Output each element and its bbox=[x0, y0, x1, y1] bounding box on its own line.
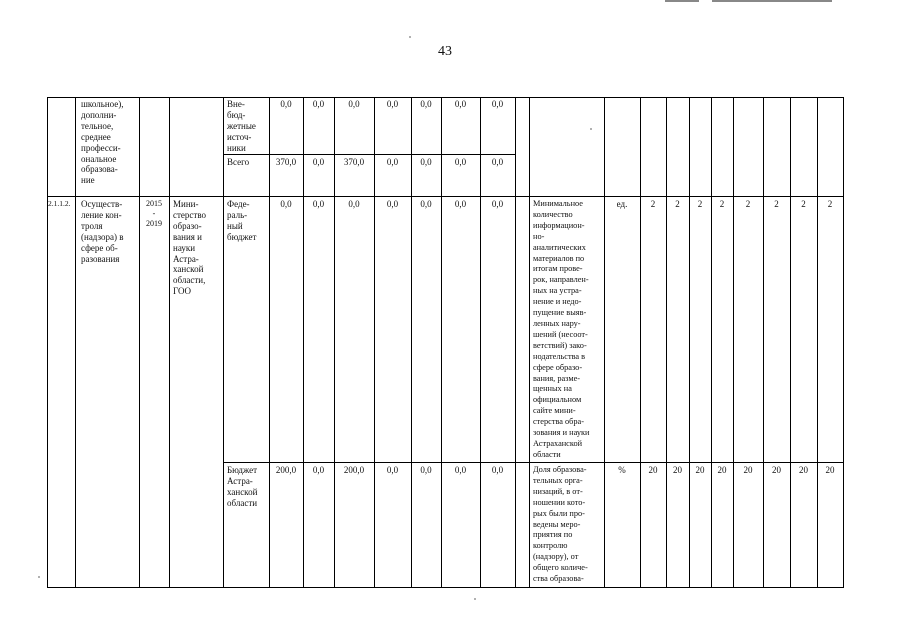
measure-name: Осуществ- ление кон- троля (надзора) в сфере об- разования bbox=[81, 199, 124, 264]
amount-cell: 0,0 bbox=[312, 99, 325, 109]
column-line bbox=[334, 97, 335, 588]
section-divider bbox=[47, 196, 844, 197]
column-line bbox=[790, 97, 791, 588]
amount-cell: 370,0 bbox=[343, 157, 365, 167]
table-bottom-border bbox=[47, 587, 844, 588]
column-line bbox=[480, 97, 481, 588]
amount-cell: 0,0 bbox=[280, 99, 292, 109]
column-line bbox=[763, 97, 764, 588]
amount-cell: 0,0 bbox=[386, 157, 399, 167]
column-line bbox=[139, 97, 140, 588]
page-number: 43 bbox=[438, 44, 452, 59]
column-line bbox=[843, 97, 844, 588]
target-cell: 2 bbox=[774, 199, 779, 209]
indicator-text: Доля образова- тельных орга- низаций, в от- ношении кото- рых были про- ведены меро- приятия по контролю (надзору), от общего количе- ства образова- bbox=[533, 465, 588, 584]
column-line bbox=[515, 97, 516, 588]
amount-cell: 0,0 bbox=[454, 199, 467, 209]
amount-cell: 0,0 bbox=[420, 99, 432, 109]
target-cell: 20 bbox=[717, 465, 727, 475]
target-cell: 20 bbox=[673, 465, 682, 475]
amount-cell: 0,0 bbox=[491, 199, 504, 209]
column-line bbox=[303, 97, 304, 588]
indicator-unit: ед. bbox=[616, 199, 628, 209]
column-line bbox=[711, 97, 712, 588]
target-cell: 20 bbox=[772, 465, 781, 475]
row-divider bbox=[223, 462, 844, 463]
amount-cell: 0,0 bbox=[348, 199, 360, 209]
indicator-text: Минимальное количество информацион- но- аналитических материалов по итогам прове- рок, направлен- ных на устра- нение и недо- пущение выяв- ленных нару- шений (несоот- ветствий) зако- нодательства в сфере образо- вания, разме- щенных на официальном сайте мини- стерства обра- зования и науки Астраханской области bbox=[533, 199, 590, 459]
target-cell: 2 bbox=[801, 199, 806, 209]
amount-cell: 200,0 bbox=[343, 465, 365, 475]
column-line bbox=[666, 97, 667, 588]
scan-speck bbox=[474, 598, 476, 600]
amount-cell: 0,0 bbox=[420, 465, 432, 475]
amount-cell: 370,0 bbox=[275, 157, 297, 167]
amount-cell: 0,0 bbox=[454, 157, 467, 167]
target-cell: 20 bbox=[743, 465, 753, 475]
column-line bbox=[47, 97, 48, 588]
indicator-unit: % bbox=[618, 465, 626, 475]
target-cell: 2 bbox=[719, 199, 725, 209]
column-line bbox=[640, 97, 641, 588]
target-cell: 20 bbox=[695, 465, 705, 475]
amount-cell: 0,0 bbox=[312, 465, 325, 475]
amount-cell: 0,0 bbox=[420, 199, 432, 209]
amount-cell: 0,0 bbox=[386, 199, 399, 209]
target-cell: 2 bbox=[650, 199, 656, 209]
funding-source: Бюджет Астра- ханской области bbox=[227, 465, 258, 508]
target-cell: 2 bbox=[675, 199, 680, 209]
amount-cell: 0,0 bbox=[454, 465, 467, 475]
column-line bbox=[689, 97, 690, 588]
target-cell: 2 bbox=[827, 199, 833, 209]
amount-cell: 0,0 bbox=[280, 199, 292, 209]
target-cell: 20 bbox=[799, 465, 808, 475]
table-top-border bbox=[47, 97, 844, 98]
column-line bbox=[269, 97, 270, 588]
target-cell: 20 bbox=[648, 465, 658, 475]
column-line bbox=[169, 97, 170, 588]
amount-cell: 0,0 bbox=[386, 465, 399, 475]
amount-cell: 0,0 bbox=[491, 99, 504, 109]
funding-source-total: Всего bbox=[227, 157, 250, 167]
amount-cell: 0,0 bbox=[348, 99, 360, 109]
section-code: 2.1.1.2. bbox=[48, 199, 71, 208]
amount-cell: 0,0 bbox=[491, 465, 504, 475]
column-line bbox=[733, 97, 734, 588]
scan-speck bbox=[409, 36, 411, 38]
scan-edge-mark bbox=[712, 0, 832, 2]
funding-source: Вне- бюд- жетные источ- ники bbox=[227, 99, 256, 153]
executor: Мини- стерство образо- вания и науки Астра- ханской области, ГОО bbox=[173, 199, 207, 297]
target-cell: 20 bbox=[825, 465, 835, 475]
column-line bbox=[223, 97, 224, 588]
amount-cell: 0,0 bbox=[491, 157, 504, 167]
amount-cell: 0,0 bbox=[420, 157, 432, 167]
scan-speck bbox=[590, 128, 592, 130]
amount-cell: 0,0 bbox=[312, 199, 325, 209]
target-cell: 2 bbox=[697, 199, 703, 209]
column-line bbox=[374, 97, 375, 588]
column-line bbox=[817, 97, 818, 588]
amount-cell: 0,0 bbox=[386, 99, 399, 109]
column-line bbox=[441, 97, 442, 588]
column-line bbox=[411, 97, 412, 588]
target-cell: 2 bbox=[745, 199, 751, 209]
amount-cell: 0,0 bbox=[312, 157, 325, 167]
column-line bbox=[529, 97, 530, 588]
amount-cell: 0,0 bbox=[454, 99, 467, 109]
funding-source: Феде- раль- ный бюджет bbox=[227, 199, 257, 242]
scan-speck bbox=[38, 576, 40, 578]
period: 2015 - 2019 bbox=[146, 199, 162, 228]
row-divider bbox=[223, 154, 515, 155]
scan-edge-mark bbox=[665, 0, 699, 2]
measure-name-continued: школьное), дополни- тельное, среднее професси- ональное образова- ние bbox=[81, 99, 124, 186]
amount-cell: 200,0 bbox=[275, 465, 297, 475]
column-line bbox=[75, 97, 76, 588]
column-line bbox=[604, 97, 605, 588]
